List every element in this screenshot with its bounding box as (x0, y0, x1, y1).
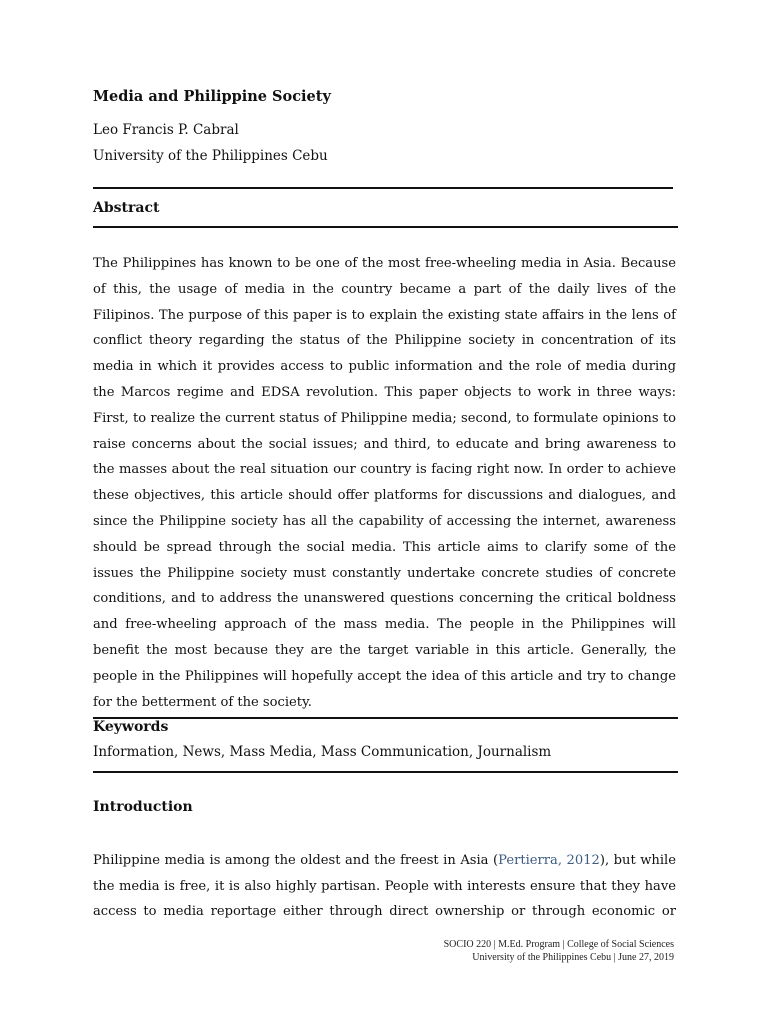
introduction-heading: Introduction (93, 799, 193, 815)
author-affiliation: University of the Philippines Cebu (93, 148, 328, 164)
abstract-top-rule (93, 187, 673, 189)
keywords-top-rule (93, 717, 678, 719)
introduction-body (93, 848, 676, 925)
footer-course-line: SOCIO 220 | M.Ed. Program | College of Social Sciences (443, 939, 674, 950)
keywords-bottom-rule (93, 771, 678, 773)
page-footer (444, 939, 674, 964)
intro-text-before-citation: Philippine media is among the oldest and the freest in Asia ( (93, 853, 499, 868)
footer-institution-line: University of the Philippines Cebu | June 27, 2019 (472, 951, 674, 963)
intro-text-after-citation: ), but while the media is free, it is also highly partisan. People with interests ensure that they have access to media reportage either through direct ownership or through economic or (93, 853, 676, 919)
keywords-heading: Keywords (93, 719, 169, 735)
abstract-bottom-rule (93, 226, 678, 228)
abstract-body: The Philippines has known to be one of the most free-wheeling media in Asia. Because of this, the usage of media in the country became a part of the daily lives of the Filipinos. The purpose of this paper is to explain the existing state affairs in the lens of conflict theory regarding the status of the Philippine society in concentration of its media in which it provides access to public information and the role of media during the Marcos regime and EDSA revolution. This paper objects to work in three ways: First, to realize the current status of Philippine media; second, to formulate opinions to raise concerns about the social issues; and third, to educate and bring awareness to the masses about the real situation our country is facing right now. In order to achieve these objectives, this article should offer platforms for discussions and dialogues, and since the Philippine society has all the capability of accessing the internet, awareness should be spread through the social media. This article aims to clarify some of the issues the Philippine society must constantly undertake concrete studies of concrete conditions, and to address the unanswered questions concerning the critical boldness and free-wheeling approach of the mass media. The people in the Philippines will benefit the most because they are the target variable in this article. Generally, the people in the Philippines will hopefully accept the idea of this article and try to change for the betterment of the society. (93, 256, 676, 710)
paper-title: Media and Philippine Society (93, 88, 331, 105)
citation-link[interactable]: Pertierra, 2012 (498, 853, 600, 868)
keywords-list: Information, News, Mass Media, Mass Communication, Journalism (93, 744, 552, 760)
author-name: Leo Francis P. Cabral (93, 122, 239, 138)
abstract-heading: Abstract (93, 200, 160, 216)
